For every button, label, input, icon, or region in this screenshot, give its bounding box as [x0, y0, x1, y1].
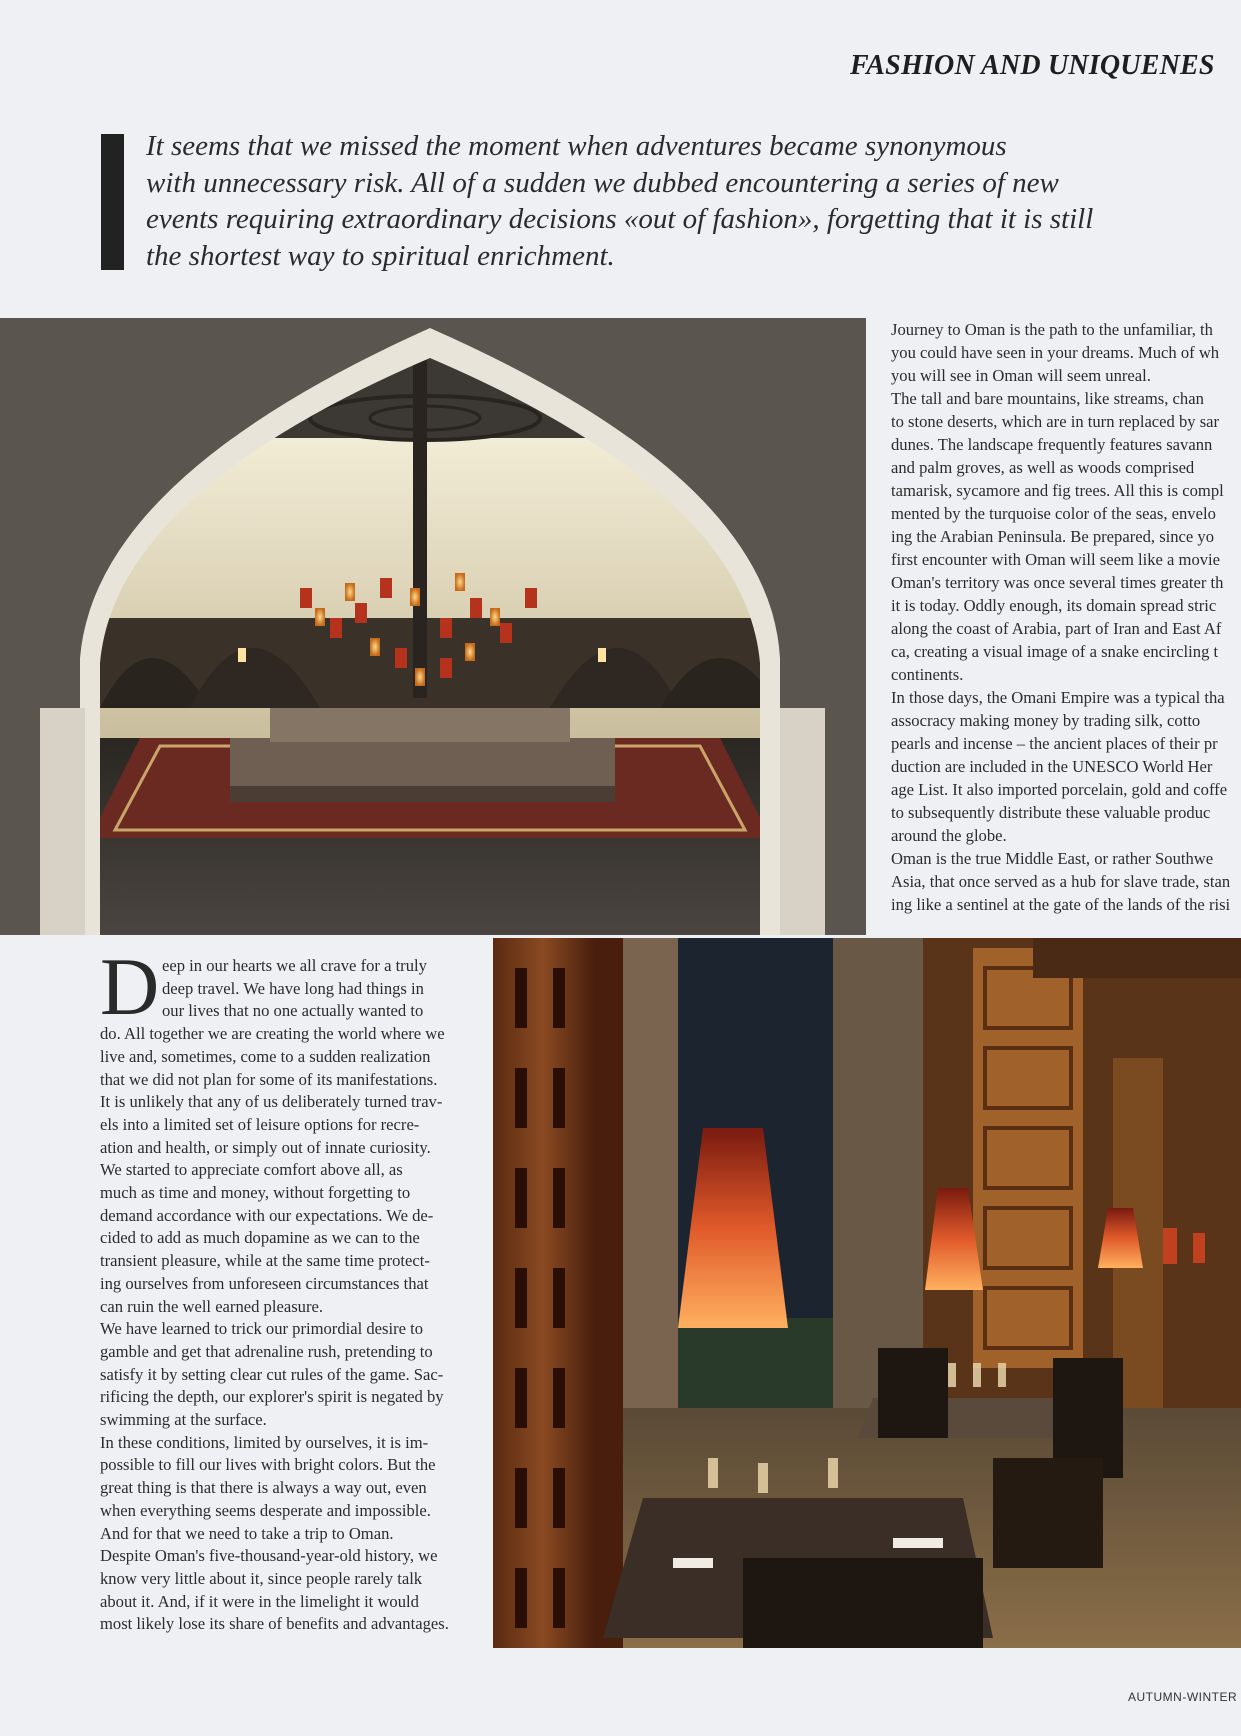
text-line: duction are included in the UNESCO World Her: [891, 757, 1213, 776]
text-line: Journey to Oman is the path to the unfamiliar, th: [891, 320, 1213, 339]
text-line: mented by the turquoise color of the seas, envelo: [891, 504, 1216, 523]
text-line: ca, creating a visual image of a snake encircling t: [891, 642, 1219, 661]
lead-line: with unnecessary risk. All of a sudden we dubbed encountering a series of new: [146, 166, 1059, 199]
text-line: first encounter with Oman will seem like a movie: [891, 550, 1221, 569]
text-line: around the globe.: [891, 826, 1007, 845]
text-line: can ruin the well earned pleasure.: [100, 1296, 323, 1316]
text-line: gamble and get that adrenaline rush, pretending to: [100, 1341, 433, 1361]
text-line: pearls and incense – the ancient places of their pr: [891, 734, 1218, 753]
text-line: ation and health, or simply out of innate curiosity.: [100, 1137, 431, 1157]
text-line: We have learned to trick our primordial desire to: [100, 1319, 424, 1339]
text-line: do. All together we are creating the world where we: [100, 1024, 445, 1044]
text-line: much as time and money, without forgetting to: [100, 1183, 411, 1203]
text-line: possible to fill our lives with bright colors. But the: [100, 1455, 436, 1475]
text-line: you will see in Oman will seem unreal.: [891, 366, 1151, 385]
text-line: swimming at the surface.: [100, 1410, 267, 1430]
text-line: demand accordance with our expectations. We de-: [100, 1205, 434, 1225]
text-line: and palm groves, as well as woods comprised: [891, 458, 1195, 477]
text-line: In these conditions, limited by ourselves, it is im-: [100, 1432, 429, 1452]
text-line: rificing the depth, our explorer's spirit is negated by: [100, 1387, 444, 1407]
lead-line: It seems that we missed the moment when adventures became synonymous: [146, 130, 1007, 162]
text-line: ing like a sentinel at the gate of the lands of the risi: [891, 895, 1231, 914]
text-line: live and, sometimes, come to a sudden realization: [100, 1046, 431, 1066]
restaurant-photo: [493, 938, 1241, 1648]
text-line: ing the Arabian Peninsula. Be prepared, since yo: [891, 527, 1215, 546]
text-line: Asia, that once served as a hub for slave trade, stan: [891, 872, 1231, 891]
drop-cap: D: [100, 941, 160, 1032]
text-line: continents.: [891, 665, 964, 684]
text-line: Despite Oman's five-thousand-year-old history, we: [100, 1546, 438, 1566]
text-line: els into a limited set of leisure options for recre-: [100, 1114, 420, 1134]
text-line: that we did not plan for some of its manifestations.: [100, 1069, 438, 1089]
text-line: great thing is that there is always a way out, even: [100, 1478, 427, 1498]
text-line: satisfy it by setting clear cut rules of the game. Sac-: [100, 1364, 444, 1384]
text-line: about it. And, if it were in the limelight it would: [100, 1591, 419, 1611]
article-column-left: [100, 955, 470, 1636]
text-line: know very little about it, since people rarely talk: [100, 1568, 423, 1588]
text-line: deep travel. We have long had things in: [162, 978, 424, 998]
text-line: We started to appreciate comfort above all, as: [100, 1160, 403, 1180]
text-line: our lives that no one actually wanted to: [162, 1001, 424, 1021]
text-line: eep in our hearts we all crave for a truly: [162, 956, 427, 975]
text-line: It is unlikely that any of us deliberately turned trav-: [100, 1092, 443, 1112]
issue-footer: AUTUMN-WINTER: [1128, 1690, 1238, 1704]
text-line: Oman is the true Middle East, or rather Southwe: [891, 849, 1214, 868]
text-line: transient pleasure, while at the same time protect-: [100, 1251, 430, 1271]
text-line: In those days, the Omani Empire was a typical tha: [891, 688, 1225, 707]
text-line: And for that we need to take a trip to Oman.: [100, 1523, 394, 1543]
text-line: when everything seems desperate and impossible.: [100, 1500, 431, 1520]
text-line: you could have seen in your dreams. Much of wh: [891, 343, 1220, 362]
lead-bar: [101, 134, 124, 270]
lead-paragraph: [146, 128, 1156, 275]
text-line: along the coast of Arabia, part of Iran and East Af: [891, 619, 1222, 638]
text-line: The tall and bare mountains, like streams, chan: [891, 389, 1204, 408]
text-line: age List. It also imported porcelain, gold and coffe: [891, 780, 1228, 799]
section-title: FASHION AND UNIQUENES: [850, 50, 1215, 81]
text-line: tamarisk, sycamore and fig trees. All this is compl: [891, 481, 1224, 500]
text-line: it is today. Oddly enough, its domain spread stric: [891, 596, 1217, 615]
text-line: to stone deserts, which are in turn replaced by sar: [891, 412, 1220, 431]
text-line: cided to add as much dopamine as we can to the: [100, 1228, 420, 1248]
text-line: Oman's territory was once several times greater th: [891, 573, 1224, 592]
text-line: to subsequently distribute these valuable produc: [891, 803, 1211, 822]
lead-line: the shortest way to spiritual enrichment.: [146, 240, 615, 273]
text-line: most likely lose its share of benefits and advantages.: [100, 1614, 449, 1634]
lead-line: events requiring extraordinary decisions «out of fashion», forgetting that it is still: [146, 203, 1094, 236]
text-line: dunes. The landscape frequently features savann: [891, 435, 1213, 454]
text-line: ing ourselves from unforeseen circumstances that: [100, 1273, 429, 1293]
lobby-photo: [0, 318, 866, 935]
text-line: assocracy making money by trading silk, cotto: [891, 711, 1201, 730]
article-column-right: [891, 318, 1241, 916]
